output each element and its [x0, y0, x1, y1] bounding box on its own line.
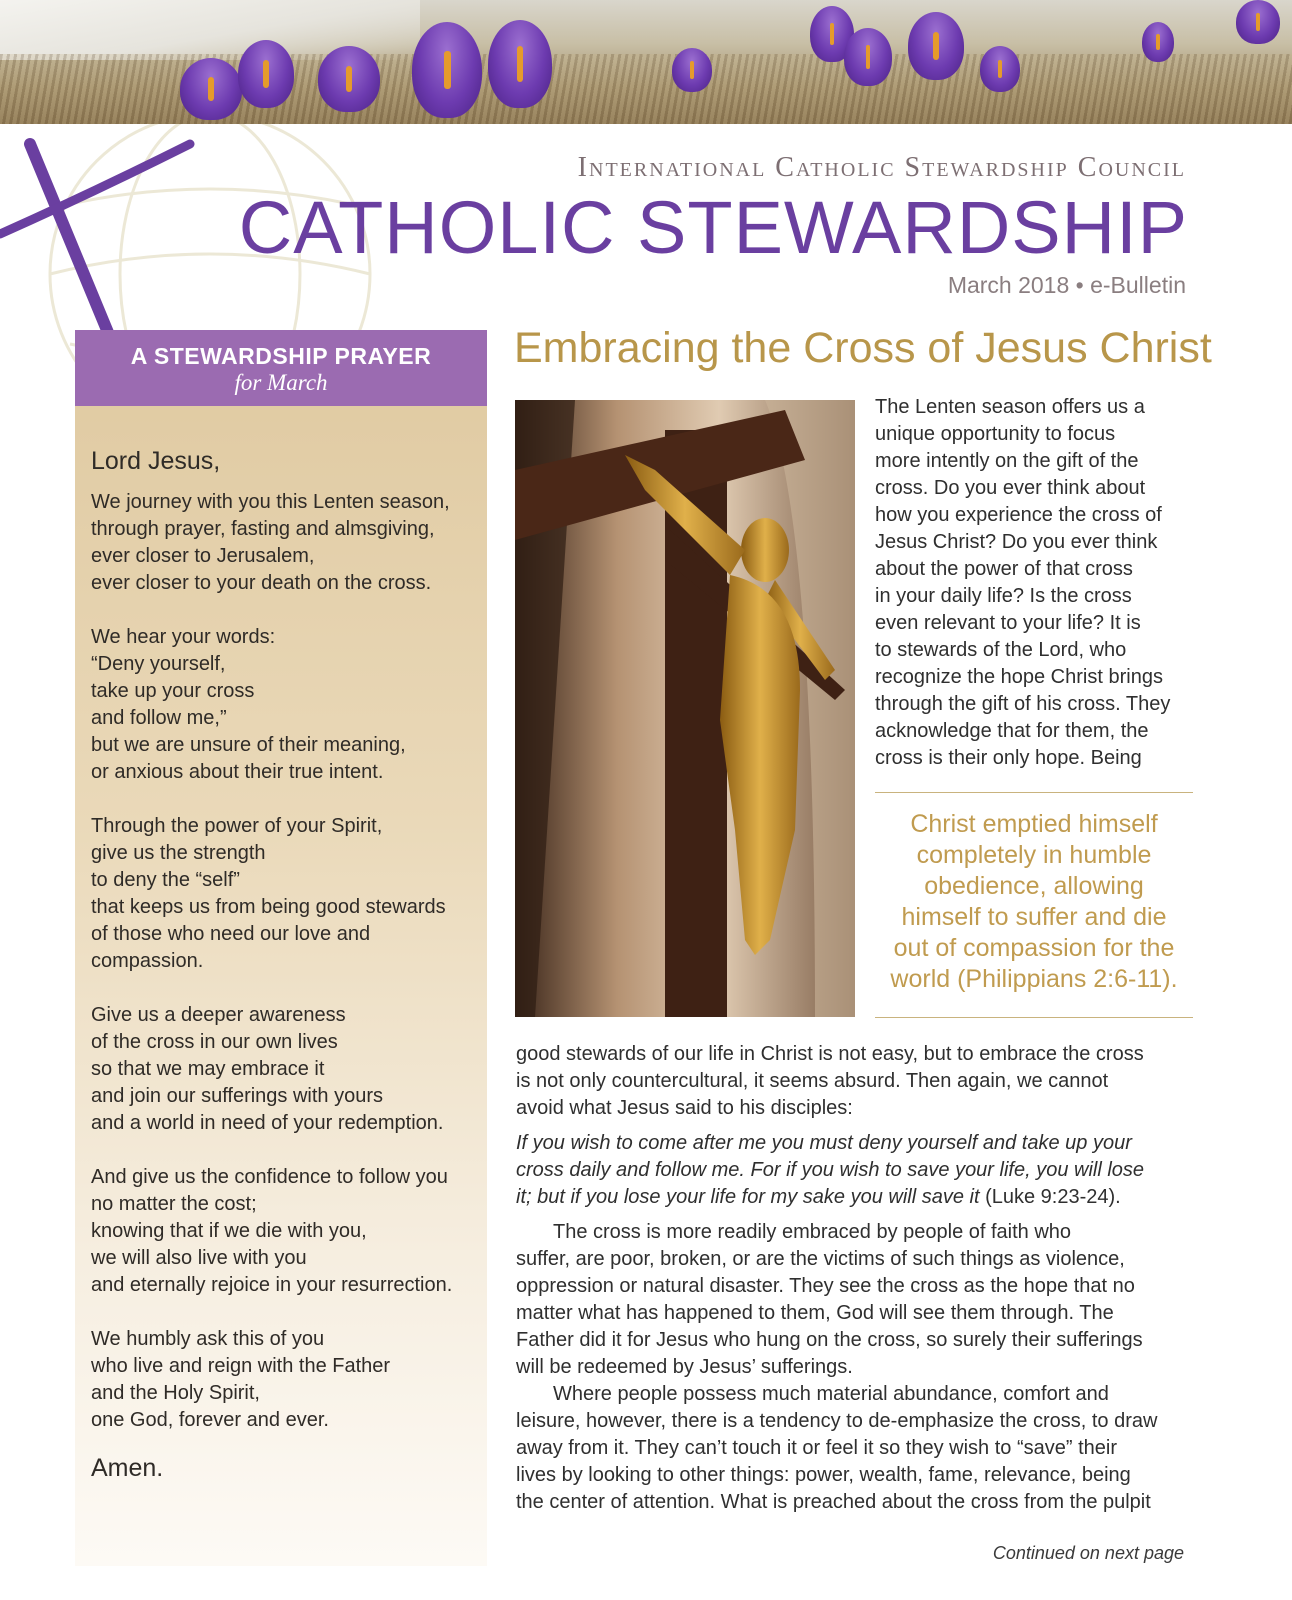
pull-quote-line: out of compassion for the — [893, 934, 1175, 962]
article-line: lives by looking to other things: power, wealth, fame, relevance, being — [516, 1464, 1131, 1486]
prayer-line: of the cross in our own lives — [91, 1031, 338, 1053]
prayer-sidebar — [75, 330, 487, 1566]
prayer-line: no matter the cost; — [91, 1193, 257, 1215]
prayer-line: We journey with you this Lenten season, — [91, 491, 450, 513]
crocus-flower — [908, 12, 964, 80]
prayer-line: We humbly ask this of you — [91, 1328, 325, 1350]
prayer-stanza — [91, 1002, 483, 1137]
prayer-stanza — [91, 1164, 483, 1299]
prayer-line: We hear your words: — [91, 626, 276, 648]
org-name: International Catholic Stewardship Council — [577, 152, 1186, 183]
article-line: the center of attention. What is preached about the cross from the pulpit — [516, 1491, 1151, 1513]
prayer-line: Give us a deeper awareness — [91, 1004, 346, 1026]
quote-line: it; but if you lose your life for my sake you will save it — [516, 1186, 980, 1208]
pull-quote-line: himself to suffer and die — [901, 903, 1167, 931]
pull-quote-line: Christ emptied himself — [910, 810, 1158, 838]
article-line: The cross is more readily embraced by people of faith who — [553, 1221, 1072, 1243]
article-line: acknowledge that for them, the — [875, 720, 1149, 742]
article-line: is not only countercultural, it seems absurd. Then again, we cannot — [516, 1070, 1109, 1092]
article-line: cross is their only hope. Being — [875, 747, 1142, 769]
crocus-flower — [318, 46, 380, 112]
article-paragraph — [516, 1219, 1196, 1381]
issue-date: March 2018 • e-Bulletin — [947, 272, 1186, 298]
prayer-line: and eternally rejoice in your resurrection. — [91, 1274, 453, 1296]
quote-line: cross daily and follow me. For if you wish to save your life, you will lose — [516, 1159, 1145, 1181]
prayer-line: of those who need our love and — [91, 923, 371, 945]
pull-quote-line: completely in humble — [916, 841, 1152, 869]
prayer-line: that keeps us from being good stewards — [91, 896, 446, 918]
prayer-line: through prayer, fasting and almsgiving, — [91, 518, 435, 540]
prayer-line: and join our sufferings with yours — [91, 1085, 384, 1107]
prayer-stanza — [91, 624, 483, 786]
prayer-line: give us the strength — [91, 842, 266, 864]
prayer-line: take up your cross — [91, 680, 255, 702]
article-line: more intently on the gift of the — [875, 450, 1139, 472]
crocus-flower — [1236, 0, 1280, 44]
crocus-flower — [238, 40, 294, 108]
crucifix-illustration — [515, 400, 855, 1017]
scripture-reference: (Luke 9:23-24). — [985, 1186, 1121, 1208]
prayer-closing: Amen. — [91, 1454, 164, 1482]
pull-quote-line: obedience, allowing — [924, 872, 1144, 900]
prayer-stanza — [91, 489, 483, 597]
prayer-line: one God, forever and ever. — [91, 1409, 329, 1431]
crocus-flower — [980, 46, 1020, 92]
prayer-line: who live and reign with the Father — [91, 1355, 391, 1377]
article-line: oppression or natural disaster. They see the cross as the hope that no — [516, 1275, 1135, 1297]
article-line: good stewards of our life in Christ is not easy, but to embrace the cross — [516, 1043, 1144, 1065]
continued-note: Continued on next page — [992, 1543, 1184, 1563]
pull-quote — [875, 792, 1193, 1018]
crocus-flower — [488, 20, 552, 108]
pull-quote-line: world (Philippians 2:6-11). — [890, 965, 1178, 993]
prayer-stanza — [91, 813, 483, 975]
article-line: to stewards of the Lord, who — [875, 639, 1127, 661]
crucifix-photo — [515, 400, 855, 1017]
article-body — [516, 1041, 1196, 1516]
article-line: about the power of that cross — [875, 558, 1133, 580]
prayer-line: but we are unsure of their meaning, — [91, 734, 406, 756]
prayer-salutation: Lord Jesus, — [91, 447, 221, 475]
prayer-line: knowing that if we die with you, — [91, 1220, 367, 1242]
prayer-line: And give us the confidence to follow you — [91, 1166, 448, 1188]
article-paragraph — [516, 1381, 1196, 1516]
article-line: unique opportunity to focus — [875, 423, 1116, 445]
crocus-flower — [844, 28, 892, 86]
article-headline: Embracing the Cross of Jesus Christ — [514, 324, 1212, 372]
prayer-heading: A STEWARDSHIP PRAYER — [130, 343, 432, 369]
article-line: even relevant to your life? It is — [875, 612, 1141, 634]
article-line: matter what has happened to them, God will see them through. The — [516, 1302, 1114, 1324]
scripture-quote — [516, 1130, 1196, 1211]
crocus-flower — [1142, 22, 1174, 62]
article-paragraph — [516, 1041, 1196, 1122]
prayer-line: “Deny yourself, — [91, 653, 226, 675]
article-line: avoid what Jesus said to his disciples: — [516, 1097, 853, 1119]
article-line: recognize the hope Christ brings — [875, 666, 1163, 688]
prayer-line: to deny the “self” — [91, 869, 240, 891]
prayer-stanza — [91, 1326, 483, 1434]
prayer-subheading: for March — [234, 370, 328, 395]
prayer-line: and a world in need of your redemption. — [91, 1112, 444, 1134]
article-line: will be redeemed by Jesus’ sufferings. — [516, 1356, 853, 1378]
prayer-line: so that we may embrace it — [91, 1058, 325, 1080]
quote-line: If you wish to come after me you must deny yourself and take up your — [516, 1132, 1132, 1154]
crocus-flower — [672, 48, 712, 92]
article-line: in your daily life? Is the cross — [875, 585, 1132, 607]
prayer-line: or anxious about their true intent. — [91, 761, 384, 783]
prayer-line: ever closer to Jerusalem, — [91, 545, 315, 567]
article-line: how you experience the cross of — [875, 504, 1162, 526]
publication-title: CATHOLIC STEWARDSHIP — [238, 186, 1188, 269]
crocus-flower — [180, 58, 242, 120]
prayer-line: we will also live with you — [91, 1247, 307, 1269]
article-line: through the gift of his cross. They — [875, 693, 1171, 715]
article-line: cross. Do you ever think about — [875, 477, 1146, 499]
article-line: The Lenten season offers us a — [875, 396, 1145, 418]
crocus-flower — [412, 22, 482, 118]
header-banner-photo — [0, 0, 1292, 124]
article-column-text — [875, 394, 1195, 772]
article-line: leisure, however, there is a tendency to de-emphasize the cross, to draw — [516, 1410, 1158, 1432]
prayer-line: ever closer to your death on the cross. — [91, 572, 432, 594]
prayer-line: and the Holy Spirit, — [91, 1382, 260, 1404]
article-line: Father did it for Jesus who hung on the cross, so surely their sufferings — [516, 1329, 1143, 1351]
prayer-line: and follow me,” — [91, 707, 227, 729]
prayer-line: Through the power of your Spirit, — [91, 815, 383, 837]
article-line: Jesus Christ? Do you ever think — [875, 531, 1158, 553]
article-line: Where people possess much material abundance, comfort and — [553, 1383, 1109, 1405]
prayer-text — [91, 448, 483, 1482]
prayer-line: compassion. — [91, 950, 204, 972]
article-line: away from it. They can’t touch it or feel it so they wish to “save” their — [516, 1437, 1117, 1459]
article-line: suffer, are poor, broken, or are the victims of such things as violence, — [516, 1248, 1125, 1270]
prayer-header — [75, 330, 487, 406]
